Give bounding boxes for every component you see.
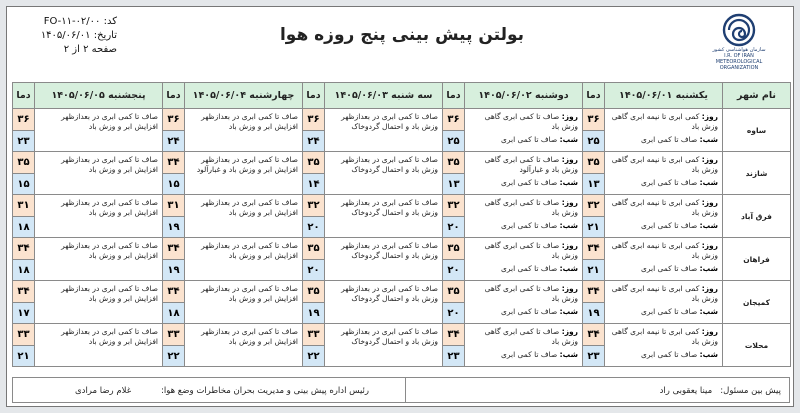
max-temp: ۳۶ — [303, 109, 324, 131]
min-temp: ۲۱ — [13, 346, 34, 366]
night-forecast-text: صاف تا کمی ابری — [500, 135, 558, 144]
day-forecast — [469, 284, 578, 304]
forecast-cell — [465, 281, 583, 324]
min-temp: ۲۳ — [13, 131, 34, 151]
logo-caption: سازمان هواشناسی کشور I.R. OF IRAN METEOROLOGICAL ORGANIZATION — [712, 47, 766, 71]
forecaster-label: پیش بین مسئول: — [720, 386, 781, 396]
forecast-cell — [605, 281, 723, 324]
max-temp: ۳۴ — [13, 281, 34, 303]
min-temp: ۱۹ — [303, 303, 324, 323]
max-temp: ۳۶ — [443, 109, 464, 131]
day-label: روز: — [561, 155, 578, 164]
day-label: روز: — [701, 112, 718, 121]
night-forecast-text: صاف تا کمی ابری — [500, 221, 558, 230]
temp-cell — [303, 152, 325, 195]
day-forecast — [609, 155, 718, 175]
temp-column-header: دما — [163, 83, 185, 109]
night-label: شب: — [699, 135, 718, 144]
forecaster-signature — [660, 386, 781, 396]
max-temp: ۳۵ — [583, 152, 604, 174]
forecast-cell: صاف تا کمی ابری در بعدازظهر وزش باد و احتمال گردوخاک — [325, 195, 443, 238]
day-label: روز: — [561, 284, 578, 293]
day-forecast-text: کمی ابری تا نیمه ابری گاهی وزش باد — [611, 198, 718, 217]
temp-cell — [443, 324, 465, 367]
max-temp: ۳۴ — [163, 152, 184, 174]
night-label: شب: — [699, 307, 718, 316]
max-temp: ۳۲ — [443, 195, 464, 217]
temp-cell — [583, 281, 605, 324]
day-forecast-text: کمی ابری تا نیمه ابری گاهی وزش باد — [611, 241, 718, 260]
table-row — [13, 238, 791, 281]
forecast-cell — [605, 109, 723, 152]
day-forecast-text: صاف تا کمی ابری گاهی وزش باد — [484, 112, 578, 131]
table-header-row — [13, 83, 791, 109]
night-label: شب: — [559, 135, 578, 144]
max-temp: ۳۴ — [163, 238, 184, 260]
night-forecast — [609, 178, 718, 188]
temp-column-header: دما — [13, 83, 35, 109]
max-temp: ۳۱ — [163, 195, 184, 217]
temp-cell — [303, 238, 325, 281]
min-temp: ۱۳ — [443, 174, 464, 194]
forecast-cell — [465, 109, 583, 152]
forecast-cell: صاف تا کمی ابری در بعدازظهر وزش باد و احتمال گردوخاک — [325, 152, 443, 195]
night-forecast — [469, 350, 578, 360]
day-forecast — [609, 112, 718, 132]
city-name: محلات — [723, 324, 791, 367]
max-temp: ۳۶ — [163, 109, 184, 131]
forecast-cell: صاف تا کمی ابری در بعدازظهر افزایش ابر و وزش باد — [185, 238, 303, 281]
temp-cell — [443, 238, 465, 281]
night-label: شب: — [699, 264, 718, 273]
day-label: روز: — [561, 327, 578, 336]
day-forecast-text: کمی ابری تا نیمه ابری گاهی وزش باد — [611, 112, 718, 131]
city-name: فراهان — [723, 238, 791, 281]
table-row — [13, 109, 791, 152]
night-forecast — [469, 221, 578, 231]
min-temp: ۲۳ — [583, 346, 604, 366]
day-forecast — [609, 241, 718, 261]
city-column-header: نام شهر — [723, 83, 791, 109]
forecast-cell: صاف تا کمی ابری در بعدازظهر افزایش ابر و وزش باد و غبارآلود — [185, 152, 303, 195]
max-temp: ۳۴ — [13, 238, 34, 260]
min-temp: ۱۸ — [163, 303, 184, 323]
forecast-cell: صاف تا کمی ابری در بعدازظهر افزایش ابر و وزش باد — [35, 238, 163, 281]
temp-cell — [583, 238, 605, 281]
min-temp: ۲۲ — [163, 346, 184, 366]
night-forecast-text: صاف تا کمی ابری — [500, 350, 558, 359]
temp-cell — [13, 324, 35, 367]
max-temp: ۳۶ — [583, 109, 604, 131]
night-forecast — [469, 178, 578, 188]
max-temp: ۳۴ — [163, 281, 184, 303]
temp-cell — [163, 152, 185, 195]
night-label: شب: — [699, 178, 718, 187]
forecast-table — [12, 82, 791, 367]
temp-cell — [443, 281, 465, 324]
temp-cell — [13, 152, 35, 195]
min-temp: ۲۵ — [443, 131, 464, 151]
max-temp: ۳۵ — [443, 152, 464, 174]
max-temp: ۳۴ — [443, 324, 464, 346]
temp-cell — [303, 324, 325, 367]
forecast-cell: صاف تا کمی ابری در بعدازظهر وزش باد و احتمال گردوخاک — [325, 109, 443, 152]
meteorological-organization-logo — [693, 13, 785, 71]
max-temp: ۳۵ — [303, 281, 324, 303]
page-label: صفحه — [91, 44, 117, 55]
max-temp: ۳۴ — [583, 324, 604, 346]
max-temp: ۳۵ — [443, 238, 464, 260]
forecast-cell: صاف تا کمی ابری در بعدازظهر افزایش ابر و وزش باد — [35, 109, 163, 152]
night-label: شب: — [699, 221, 718, 230]
night-label: شب: — [559, 221, 578, 230]
day-forecast-text: صاف تا کمی ابری گاهی وزش باد — [484, 327, 578, 346]
temp-cell — [443, 195, 465, 238]
night-forecast — [469, 264, 578, 274]
day-label: روز: — [701, 284, 718, 293]
night-forecast-text: صاف تا کمی ابری — [640, 135, 698, 144]
forecast-cell — [465, 324, 583, 367]
temp-cell — [583, 152, 605, 195]
max-temp: ۳۵ — [303, 152, 324, 174]
min-temp: ۲۴ — [303, 131, 324, 151]
forecast-cell — [465, 238, 583, 281]
day2-column-header: دوشنبه ۱۴۰۵/۰۶/۰۲ — [465, 83, 583, 109]
night-forecast — [609, 264, 718, 274]
day-forecast — [609, 284, 718, 304]
city-name: کمیجان — [723, 281, 791, 324]
min-temp: ۲۰ — [443, 217, 464, 237]
night-forecast-text: صاف تا کمی ابری — [500, 307, 558, 316]
table-row — [13, 152, 791, 195]
max-temp: ۳۲ — [583, 195, 604, 217]
day-label: روز: — [701, 241, 718, 250]
day4-column-header: چهارشنبه ۱۴۰۵/۰۶/۰۴ — [185, 83, 303, 109]
day-forecast — [469, 241, 578, 261]
forecast-cell: صاف تا کمی ابری در بعدازظهر افزایش ابر و وزش باد — [35, 324, 163, 367]
temp-cell — [163, 238, 185, 281]
min-temp: ۲۴ — [163, 131, 184, 151]
temp-cell — [163, 195, 185, 238]
forecast-cell: صاف تا کمی ابری در بعدازظهر افزایش ابر و وزش باد — [185, 281, 303, 324]
night-forecast — [609, 221, 718, 231]
day-label: روز: — [701, 327, 718, 336]
day-forecast — [609, 198, 718, 218]
night-forecast — [609, 307, 718, 317]
forecast-cell: صاف تا کمی ابری در بعدازظهر افزایش ابر و وزش باد — [185, 324, 303, 367]
forecast-cell: صاف تا کمی ابری در بعدازظهر افزایش ابر و وزش باد — [185, 109, 303, 152]
min-temp: ۱۹ — [163, 217, 184, 237]
temp-cell — [583, 324, 605, 367]
temp-cell — [583, 195, 605, 238]
max-temp: ۳۴ — [583, 281, 604, 303]
forecast-cell — [465, 152, 583, 195]
day-forecast-text: صاف تا کمی ابری گاهی وزش باد — [484, 241, 578, 260]
temp-column-header: دما — [303, 83, 325, 109]
night-forecast — [609, 135, 718, 145]
min-temp: ۱۹ — [163, 260, 184, 280]
temp-cell — [303, 281, 325, 324]
min-temp: ۲۰ — [443, 260, 464, 280]
table-row — [13, 281, 791, 324]
temp-cell — [163, 281, 185, 324]
day-forecast-text: کمی ابری تا نیمه ابری گاهی وزش باد — [611, 327, 718, 346]
night-label: شب: — [559, 350, 578, 359]
night-label: شب: — [559, 307, 578, 316]
min-temp: ۲۱ — [583, 217, 604, 237]
min-temp: ۲۲ — [303, 346, 324, 366]
day-forecast — [469, 112, 578, 132]
day-label: روز: — [701, 155, 718, 164]
max-temp: ۳۵ — [13, 152, 34, 174]
forecast-cell — [605, 152, 723, 195]
max-temp: ۳۵ — [303, 238, 324, 260]
code-label: کد: — [103, 16, 117, 27]
night-forecast-text: صاف تا کمی ابری — [640, 178, 698, 187]
temp-cell — [443, 152, 465, 195]
min-temp: ۲۰ — [303, 260, 324, 280]
night-label: شب: — [559, 264, 578, 273]
night-label: شب: — [699, 350, 718, 359]
spiral-logo-icon — [693, 13, 785, 47]
temp-cell — [163, 324, 185, 367]
head-label: رئیس اداره پیش بینی و مدیریت بحران مخاطرات وضع هوا: — [160, 386, 369, 396]
day-label: روز: — [561, 241, 578, 250]
min-temp: ۲۳ — [443, 346, 464, 366]
day3-column-header: سه شنبه ۱۴۰۵/۰۶/۰۳ — [325, 83, 443, 109]
day-forecast-text: صاف تا کمی ابری گاهی وزش باد و غبارآلود — [484, 155, 578, 174]
page-value: ۲ از ۲ — [63, 44, 89, 55]
forecast-cell: صاف تا کمی ابری در بعدازظهر افزایش ابر و وزش باد — [35, 195, 163, 238]
min-temp: ۲۵ — [583, 131, 604, 151]
min-temp: ۱۴ — [303, 174, 324, 194]
table-row — [13, 324, 791, 367]
document-meta — [15, 15, 117, 57]
night-forecast-text: صاف تا کمی ابری — [640, 307, 698, 316]
max-temp: ۳۴ — [583, 238, 604, 260]
day-forecast — [609, 327, 718, 347]
day-forecast-text: صاف تا کمی ابری گاهی وزش باد — [484, 284, 578, 303]
table-row — [13, 195, 791, 238]
temp-cell — [583, 109, 605, 152]
max-temp: ۳۵ — [443, 281, 464, 303]
day-forecast — [469, 155, 578, 175]
day-forecast — [469, 198, 578, 218]
day-label: روز: — [701, 198, 718, 207]
day1-column-header: یکشنبه ۱۴۰۵/۰۶/۰۱ — [605, 83, 723, 109]
forecast-cell: صاف تا کمی ابری در بعدازظهر وزش باد و احتمال گردوخاک — [325, 324, 443, 367]
max-temp: ۳۳ — [303, 324, 324, 346]
max-temp: ۳۳ — [163, 324, 184, 346]
forecast-cell — [605, 324, 723, 367]
min-temp: ۱۳ — [583, 174, 604, 194]
city-name: ساوه — [723, 109, 791, 152]
forecaster-name: مینا یعقوبی راد — [659, 386, 713, 396]
temp-column-header: دما — [443, 83, 465, 109]
night-forecast-text: صاف تا کمی ابری — [640, 350, 698, 359]
min-temp: ۱۸ — [13, 260, 34, 280]
footer-divider — [405, 378, 406, 402]
bulletin-header — [7, 7, 793, 75]
day5-column-header: پنجشنبه ۱۴۰۵/۰۶/۰۵ — [35, 83, 163, 109]
forecast-cell — [605, 238, 723, 281]
date-value: ۱۴۰۵/۰۶/۰۱ — [40, 30, 91, 41]
bulletin-sheet — [6, 6, 794, 407]
bulletin-title: بولتن پیش بینی پنج روزه هوا — [279, 25, 525, 45]
temp-cell — [13, 109, 35, 152]
night-forecast-text: صاف تا کمی ابری — [640, 264, 698, 273]
max-temp: ۳۶ — [13, 109, 34, 131]
day-forecast — [469, 327, 578, 347]
forecast-cell: صاف تا کمی ابری در بعدازظهر افزایش ابر و وزش باد — [35, 152, 163, 195]
forecast-cell — [605, 195, 723, 238]
min-temp: ۱۸ — [13, 217, 34, 237]
temp-cell — [443, 109, 465, 152]
min-temp: ۲۰ — [303, 217, 324, 237]
day-label: روز: — [561, 112, 578, 121]
temp-cell — [163, 109, 185, 152]
temp-cell — [13, 281, 35, 324]
temp-cell — [13, 195, 35, 238]
code-value: FO-۱۱-۰۲/۰۰ — [43, 16, 101, 27]
min-temp: ۱۷ — [13, 303, 34, 323]
min-temp: ۱۵ — [163, 174, 184, 194]
forecast-cell: صاف تا کمی ابری در بعدازظهر وزش باد و احتمال گردوخاک — [325, 281, 443, 324]
city-name: شازند — [723, 152, 791, 195]
day-forecast-text: کمی ابری تا نیمه ابری گاهی وزش باد — [611, 155, 718, 174]
night-forecast-text: صاف تا کمی ابری — [500, 178, 558, 187]
max-temp: ۳۱ — [13, 195, 34, 217]
night-forecast — [609, 350, 718, 360]
night-forecast-text: صاف تا کمی ابری — [500, 264, 558, 273]
city-name: فرق آباد — [723, 195, 791, 238]
day-label: روز: — [561, 198, 578, 207]
night-forecast — [469, 307, 578, 317]
max-temp: ۳۳ — [13, 324, 34, 346]
temp-cell — [13, 238, 35, 281]
head-name: غلام رضا مرادی — [75, 386, 132, 396]
day-forecast-text: صاف تا کمی ابری گاهی وزش باد — [484, 198, 578, 217]
night-forecast — [469, 135, 578, 145]
temp-column-header: دما — [583, 83, 605, 109]
date-label: تاریخ: — [93, 30, 117, 41]
min-temp: ۲۰ — [443, 303, 464, 323]
night-forecast-text: صاف تا کمی ابری — [640, 221, 698, 230]
min-temp: ۱۵ — [13, 174, 34, 194]
bulletin-footer — [12, 377, 790, 403]
max-temp: ۳۲ — [303, 195, 324, 217]
forecast-cell: صاف تا کمی ابری در بعدازظهر وزش باد و احتمال گردوخاک — [325, 238, 443, 281]
temp-cell — [303, 109, 325, 152]
min-temp: ۱۹ — [583, 303, 604, 323]
day-forecast-text: کمی ابری تا نیمه ابری گاهی وزش باد — [611, 284, 718, 303]
temp-cell — [303, 195, 325, 238]
forecast-cell: صاف تا کمی ابری در بعدازظهر افزایش ابر و وزش باد — [185, 195, 303, 238]
min-temp: ۲۱ — [583, 260, 604, 280]
forecast-cell: صاف تا کمی ابری در بعدازظهر افزایش ابر و وزش باد — [35, 281, 163, 324]
forecast-cell — [465, 195, 583, 238]
night-label: شب: — [559, 178, 578, 187]
